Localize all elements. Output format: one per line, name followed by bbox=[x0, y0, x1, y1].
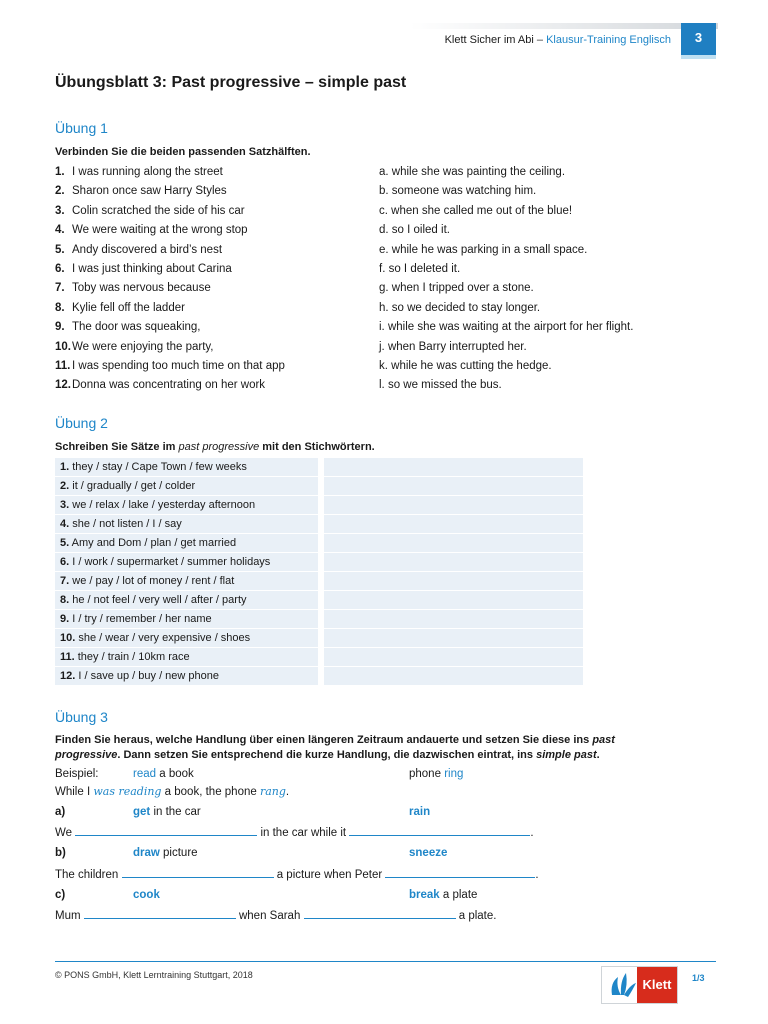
prompt-cell bbox=[55, 534, 318, 552]
table-row bbox=[55, 629, 583, 647]
item-text: Donna was concentrating on her work bbox=[72, 379, 266, 392]
ex2-instr-part: mit den Stichwörtern. bbox=[259, 441, 375, 453]
ex1-right-item: g. when I tripped over a stone. bbox=[379, 282, 534, 295]
prompt-cell bbox=[55, 515, 318, 533]
sentence-part: a plate. bbox=[458, 910, 497, 922]
table-row bbox=[55, 610, 583, 628]
ex1-right-item: c. when she called me out of the blue! bbox=[379, 204, 573, 217]
sentence-part: The children bbox=[55, 869, 119, 881]
item-number: 5. bbox=[55, 243, 65, 256]
answer-cell[interactable] bbox=[318, 648, 583, 666]
ex3-instr-italic: past bbox=[592, 734, 615, 746]
row-number: 4. bbox=[60, 518, 70, 530]
ex3-instr-part: . bbox=[596, 749, 600, 761]
prompt-text: it / gradually / get / colder bbox=[72, 480, 196, 492]
item-number: 11. bbox=[55, 360, 71, 372]
page-title: Übungsblatt 3: Past progressive – simple past bbox=[55, 74, 407, 91]
table-row bbox=[55, 458, 583, 476]
task-a-cue1 bbox=[133, 806, 201, 818]
item-text: Andy discovered a bird’s nest bbox=[72, 243, 223, 256]
task-c-cue1: cook bbox=[133, 889, 160, 901]
answer-cell[interactable] bbox=[318, 591, 583, 609]
ex1-heading: Übung 1 bbox=[55, 120, 108, 136]
keyword: draw bbox=[133, 847, 160, 859]
ex2-heading: Übung 2 bbox=[55, 415, 108, 431]
prompt-text: they / train / 10km race bbox=[77, 651, 190, 663]
example-cue1 bbox=[133, 768, 194, 780]
ex1-left-item bbox=[55, 205, 245, 217]
ex1-instruction: Verbinden Sie die beiden passenden Satzhälften. bbox=[55, 146, 311, 158]
answer-blank[interactable] bbox=[84, 908, 236, 919]
cue-text: a plate bbox=[439, 889, 478, 901]
task-a-cue2: rain bbox=[409, 806, 431, 818]
prompt-text: Amy and Dom / plan / get married bbox=[71, 537, 237, 549]
ex1-left-item bbox=[55, 360, 285, 372]
keyword: break bbox=[409, 889, 440, 901]
ex1-right-item: i. while she was waiting at the airport for her flight. bbox=[379, 321, 634, 334]
sentence-part: . bbox=[535, 869, 539, 881]
table-row bbox=[55, 477, 583, 495]
task-a-label: a) bbox=[55, 806, 66, 818]
item-number: 12. bbox=[55, 379, 71, 392]
footer-rule bbox=[55, 961, 716, 962]
table-row bbox=[55, 667, 583, 685]
header-separator: – bbox=[533, 34, 547, 46]
ex3-instr-part: Finden Sie heraus, welche Handlung über einen längeren Zeitraum andauerte und setzen Sie diese ins bbox=[55, 734, 593, 746]
answer-blank[interactable] bbox=[349, 825, 530, 836]
sentence-part: We bbox=[55, 827, 73, 839]
item-text: Kylie fell off the ladder bbox=[72, 301, 185, 314]
item-text: Toby was nervous because bbox=[72, 282, 211, 295]
task-b-sentence bbox=[55, 867, 539, 881]
logo-wordmark: Klett bbox=[637, 967, 677, 1003]
running-header bbox=[445, 34, 671, 46]
cue-text: picture bbox=[159, 847, 198, 859]
prompt-cell bbox=[55, 572, 318, 590]
task-a-sentence bbox=[55, 825, 534, 839]
task-b-cue2: sneeze bbox=[409, 847, 448, 859]
ex1-right-item: d. so I oiled it. bbox=[379, 224, 450, 237]
handwritten-answer: rang bbox=[259, 785, 286, 798]
task-c-label: c) bbox=[55, 889, 66, 901]
answer-cell[interactable] bbox=[318, 629, 583, 647]
item-number: 3. bbox=[55, 204, 65, 217]
page-number: 1/3 bbox=[692, 973, 705, 983]
ex1-left-item bbox=[55, 224, 248, 236]
item-text: Colin scratched the side of his car bbox=[72, 204, 245, 217]
task-c-sentence bbox=[55, 908, 496, 922]
item-number: 9. bbox=[55, 321, 65, 334]
prompt-cell bbox=[55, 477, 318, 495]
row-number: 1. bbox=[60, 461, 70, 473]
row-number: 9. bbox=[60, 613, 70, 625]
row-number: 11. bbox=[60, 651, 75, 663]
item-text: The door was squeaking, bbox=[72, 321, 201, 334]
ex1-left-item bbox=[55, 302, 185, 314]
answer-cell[interactable] bbox=[318, 496, 583, 514]
example-sentence bbox=[55, 785, 289, 798]
chapter-badge: 3 bbox=[681, 23, 716, 55]
ex2-instr-italic: past progressive bbox=[178, 441, 260, 453]
table-row bbox=[55, 553, 583, 571]
item-number: 8. bbox=[55, 301, 65, 314]
ex1-right-item: l. so we missed the bus. bbox=[379, 379, 502, 392]
task-c-cue2 bbox=[409, 889, 477, 901]
ex3-instruction-line2 bbox=[55, 749, 600, 761]
ex2-instr-part: Schreiben Sie Sätze im bbox=[55, 441, 179, 453]
answer-cell[interactable] bbox=[318, 667, 583, 685]
row-number: 3. bbox=[60, 499, 70, 511]
sentence-part: . bbox=[285, 786, 290, 798]
brand-text: Klett Sicher im Abi bbox=[444, 34, 534, 46]
sentence-part: a picture when Peter bbox=[276, 869, 383, 881]
klett-logo bbox=[601, 966, 678, 1004]
copyright: © PONS GmbH, Klett Lerntraining Stuttgart, 2018 bbox=[55, 970, 253, 980]
prompt-cell bbox=[55, 458, 318, 476]
answer-blank[interactable] bbox=[304, 908, 456, 919]
prompt-text: I / try / remember / her name bbox=[72, 613, 212, 625]
answer-cell[interactable] bbox=[318, 553, 583, 571]
example-cue2 bbox=[409, 768, 463, 780]
ex3-heading: Übung 3 bbox=[55, 709, 108, 725]
ex1-left-item bbox=[55, 379, 265, 391]
sentence-part: While I bbox=[55, 786, 94, 798]
row-number: 2. bbox=[60, 480, 70, 492]
sentence-part: Mum bbox=[55, 910, 81, 922]
answer-cell[interactable] bbox=[318, 458, 583, 476]
item-number: 1. bbox=[55, 166, 65, 178]
task-b-cue1 bbox=[133, 847, 198, 859]
row-number: 12. bbox=[60, 670, 76, 682]
answer-blank[interactable] bbox=[385, 867, 535, 878]
klett-flower-icon bbox=[604, 967, 638, 1003]
ex3-instr-part: . Dann setzen Sie entsprechend die kurze Handlung, die dazwischen eintrat, ins bbox=[117, 749, 537, 761]
prompt-text: we / relax / lake / yesterday afternoon bbox=[72, 499, 256, 511]
prompt-text: I / work / supermarket / summer holidays bbox=[72, 556, 271, 568]
ex1-left-item bbox=[55, 282, 211, 294]
ex3-instr-italic: progressive bbox=[55, 749, 118, 761]
ex1-left-item bbox=[55, 185, 227, 197]
task-b-label: b) bbox=[55, 847, 66, 859]
header-rule bbox=[410, 23, 718, 29]
ex1-right-item: a. while she was painting the ceiling. bbox=[379, 166, 566, 178]
answer-cell[interactable] bbox=[318, 515, 583, 533]
sentence-part: . bbox=[530, 827, 534, 839]
prompt-cell bbox=[55, 610, 318, 628]
keyword: read bbox=[133, 768, 157, 780]
answer-cell[interactable] bbox=[318, 610, 583, 628]
prompt-cell bbox=[55, 667, 318, 685]
ex1-left-item bbox=[55, 263, 232, 275]
ex1-right-item: h. so we decided to stay longer. bbox=[379, 301, 541, 314]
ex1-right-item: b. someone was watching him. bbox=[379, 185, 537, 198]
prompt-text: she / not listen / I / say bbox=[72, 518, 182, 530]
item-number: 4. bbox=[55, 224, 65, 237]
ex1-left-item bbox=[55, 341, 213, 353]
ex1-left-item bbox=[55, 321, 201, 333]
cue-text: in the car bbox=[150, 806, 201, 818]
ex2-table bbox=[55, 457, 583, 686]
item-text: Sharon once saw Harry Styles bbox=[72, 185, 227, 198]
keyword: ring bbox=[444, 768, 464, 780]
ex3-instruction-line1 bbox=[55, 734, 615, 746]
item-text: I was spending too much time on that app bbox=[72, 360, 285, 372]
table-row bbox=[55, 515, 583, 533]
table-row bbox=[55, 534, 583, 552]
answer-cell[interactable] bbox=[318, 572, 583, 590]
row-number: 5. bbox=[60, 537, 70, 549]
answer-blank[interactable] bbox=[122, 867, 274, 878]
item-text: We were waiting at the wrong stop bbox=[72, 224, 248, 237]
answer-cell[interactable] bbox=[318, 534, 583, 552]
prompt-cell bbox=[55, 591, 318, 609]
cue-text: a book bbox=[156, 768, 194, 780]
prompt-cell bbox=[55, 553, 318, 571]
table-row bbox=[55, 496, 583, 514]
ex3-instr-italic: simple past bbox=[536, 749, 597, 761]
sentence-part: when Sarah bbox=[238, 910, 301, 922]
prompt-text: she / wear / very expensive / shoes bbox=[78, 632, 251, 644]
cue-text: phone bbox=[409, 768, 445, 780]
item-number: 2. bbox=[55, 185, 65, 198]
prompt-cell bbox=[55, 629, 318, 647]
answer-cell[interactable] bbox=[318, 477, 583, 495]
item-number: 6. bbox=[55, 263, 65, 275]
example-label: Beispiel: bbox=[55, 768, 99, 780]
item-text: I was running along the street bbox=[72, 166, 223, 178]
table-row bbox=[55, 591, 583, 609]
prompt-text: I / save up / buy / new phone bbox=[78, 670, 220, 682]
ex1-right-item: k. while he was cutting the hedge. bbox=[379, 360, 552, 372]
prompt-cell bbox=[55, 496, 318, 514]
prompt-cell bbox=[55, 648, 318, 666]
ex1-right-item: j. when Barry interrupted her. bbox=[379, 340, 527, 353]
prompt-text: he / not feel / very well / after / party bbox=[72, 594, 247, 606]
series-text: Klausur-Training Englisch bbox=[546, 34, 671, 46]
ex1-right-item: f. so I deleted it. bbox=[379, 263, 461, 275]
ex1-right-item: e. while he was parking in a small space. bbox=[379, 243, 588, 256]
ex1-left-item bbox=[55, 244, 222, 256]
ex2-instruction bbox=[55, 441, 375, 453]
row-number: 8. bbox=[60, 594, 70, 606]
ex1-left-item bbox=[55, 166, 223, 178]
handwritten-answer: was reading bbox=[93, 785, 162, 798]
prompt-text: we / pay / lot of money / rent / flat bbox=[72, 575, 235, 587]
item-text: We were enjoying the party, bbox=[72, 340, 214, 353]
row-number: 10. bbox=[60, 632, 76, 644]
item-number: 10. bbox=[55, 340, 71, 353]
row-number: 7. bbox=[60, 575, 70, 587]
item-text: I was just thinking about Carina bbox=[72, 263, 232, 275]
table-row bbox=[55, 648, 583, 666]
item-number: 7. bbox=[55, 282, 65, 295]
answer-blank[interactable] bbox=[75, 825, 257, 836]
sentence-part: a book, the phone bbox=[161, 786, 260, 798]
keyword: get bbox=[133, 806, 151, 818]
row-number: 6. bbox=[60, 556, 70, 568]
table-row bbox=[55, 572, 583, 590]
prompt-text: they / stay / Cape Town / few weeks bbox=[72, 461, 247, 473]
sentence-part: in the car while it bbox=[260, 827, 347, 839]
